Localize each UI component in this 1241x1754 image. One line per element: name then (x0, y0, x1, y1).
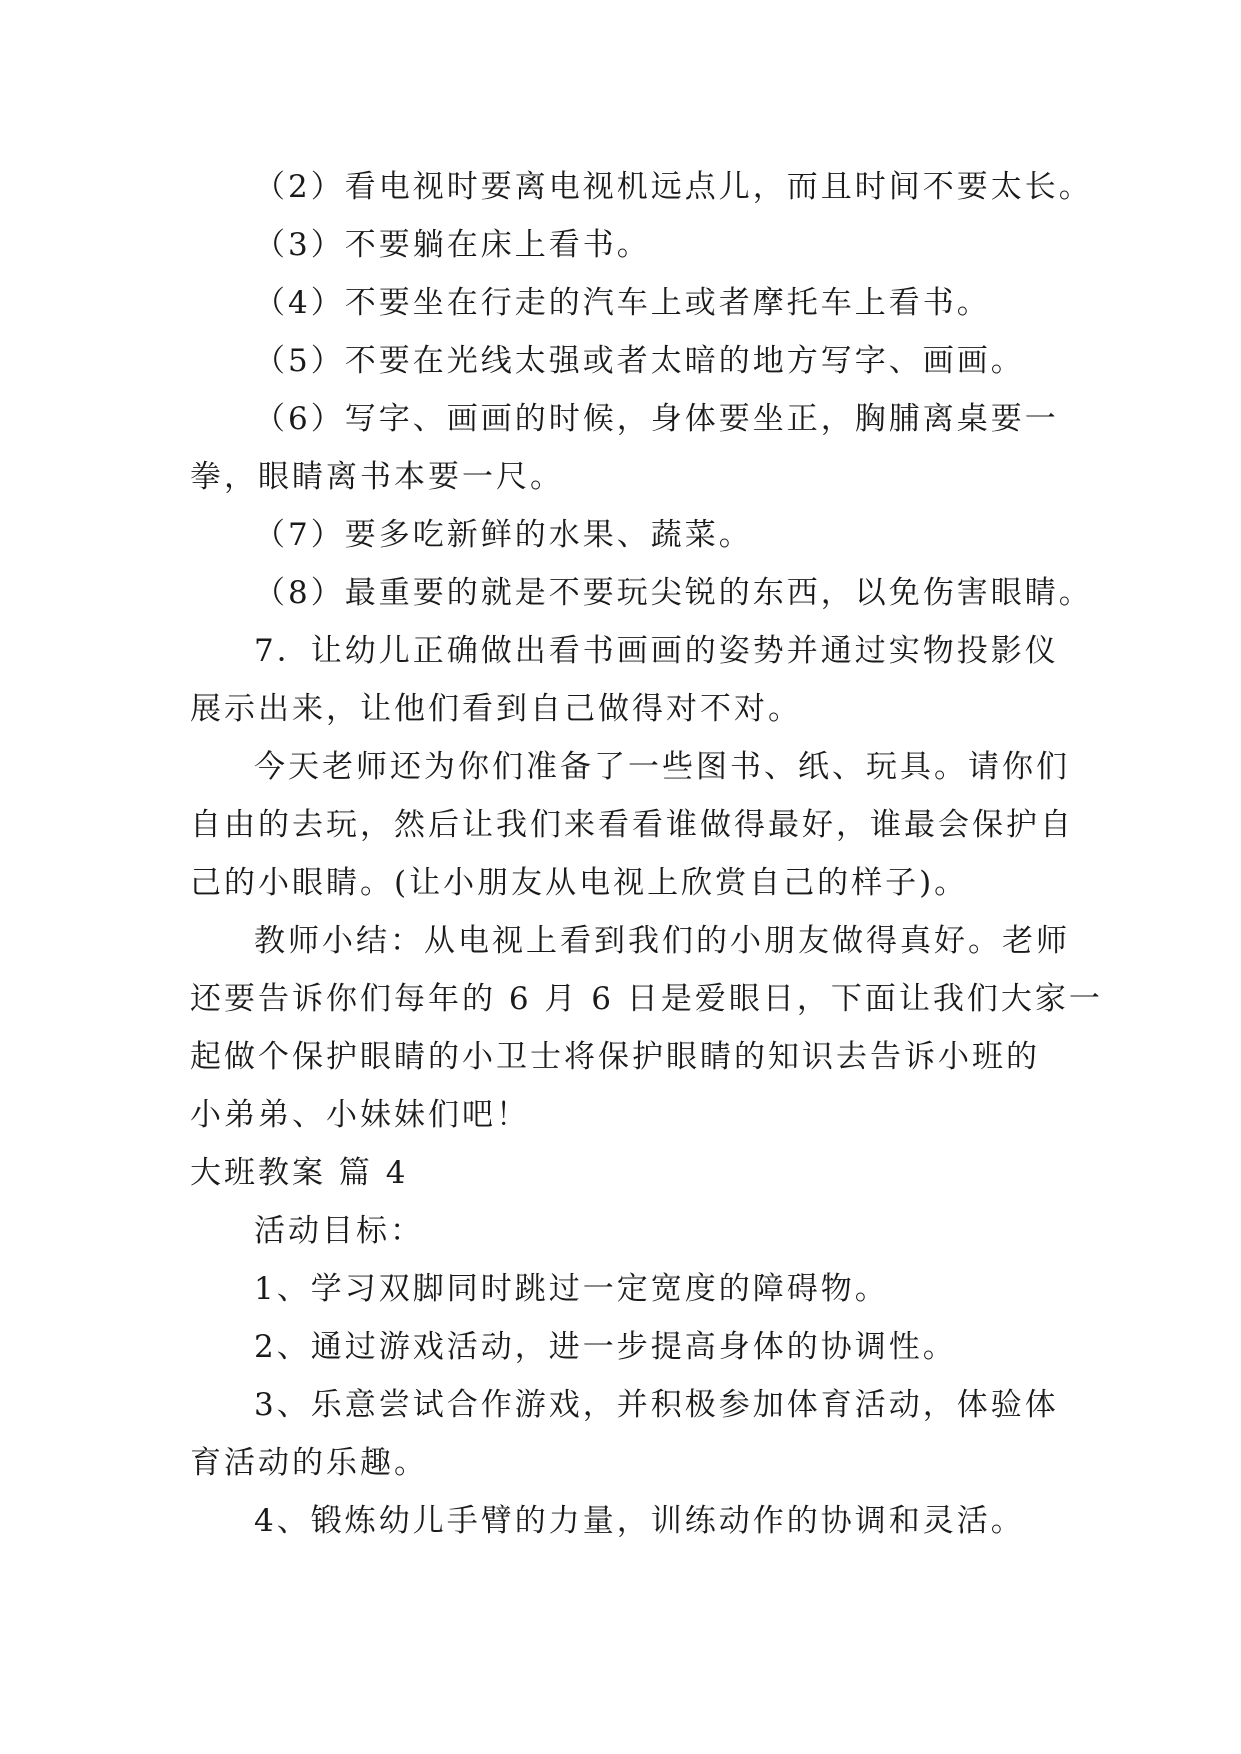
list-item-2: （2）看电视时要离电视机远点儿，而且时间不要太长。 (254, 169, 1093, 205)
section-heading: 大班教案 篇 4 (190, 1155, 409, 1191)
teacher-summary-paragraph: 教师小结：从电视上看到我们的小朋友做得真好。老师 (254, 923, 1070, 959)
list-item-8: （8）最重要的就是不要玩尖锐的东西，以免伤害眼睛。 (254, 575, 1093, 611)
document-body (190, 158, 1103, 1550)
teacher-prep-paragraph: 今天老师还为你们准备了一些图书、纸、玩具。请你们 (254, 749, 1070, 785)
teacher-summary-paragraph-line-3: 起做个保护眼睛的小卫士将保护眼睛的知识去告诉小班的 (190, 1039, 1040, 1075)
step-7-paragraph: 7．让幼儿正确做出看书画画的姿势并通过实物投影仪 (254, 633, 1059, 669)
step-7-paragraph-continued: 展示出来，让他们看到自己做得对不对。 (190, 691, 802, 727)
teacher-prep-paragraph-line-2: 自由的去玩，然后让我们来看看谁做得最好，谁最会保护自 (190, 807, 1074, 843)
goal-item-3: 3、乐意尝试合作游戏，并积极参加体育活动，体验体 (254, 1387, 1059, 1423)
goal-item-4: 4、锻炼幼儿手臂的力量，训练动作的协调和灵活。 (254, 1503, 1025, 1539)
goal-item-3-continued: 育活动的乐趣。 (190, 1445, 428, 1481)
list-item-6-continued: 拳，眼睛离书本要一尺。 (190, 459, 564, 495)
goal-item-1: 1、学习双脚同时跳过一定宽度的障碍物。 (254, 1271, 889, 1307)
list-item-3: （3）不要躺在床上看书。 (254, 227, 651, 263)
list-item-7: （7）要多吃新鲜的水果、蔬菜。 (254, 517, 753, 553)
list-item-6: （6）写字、画画的时候，身体要坐正，胸脯离桌要一 (254, 401, 1059, 437)
goal-item-2: 2、通过游戏活动，进一步提高身体的协调性。 (254, 1329, 957, 1365)
teacher-prep-paragraph-line-3: 己的小眼睛。(让小朋友从电视上欣赏自己的样子)。 (190, 865, 969, 901)
list-item-5: （5）不要在光线太强或者太暗的地方写字、画画。 (254, 343, 1025, 379)
teacher-summary-paragraph-line-2: 还要告诉你们每年的 6 月 6 日是爱眼日，下面让我们大家一 (190, 981, 1103, 1017)
teacher-summary-paragraph-line-4: 小弟弟、小妹妹们吧！ (190, 1097, 530, 1133)
list-item-4: （4）不要坐在行走的汽车上或者摩托车上看书。 (254, 285, 991, 321)
activity-goals-label: 活动目标： (254, 1213, 424, 1249)
